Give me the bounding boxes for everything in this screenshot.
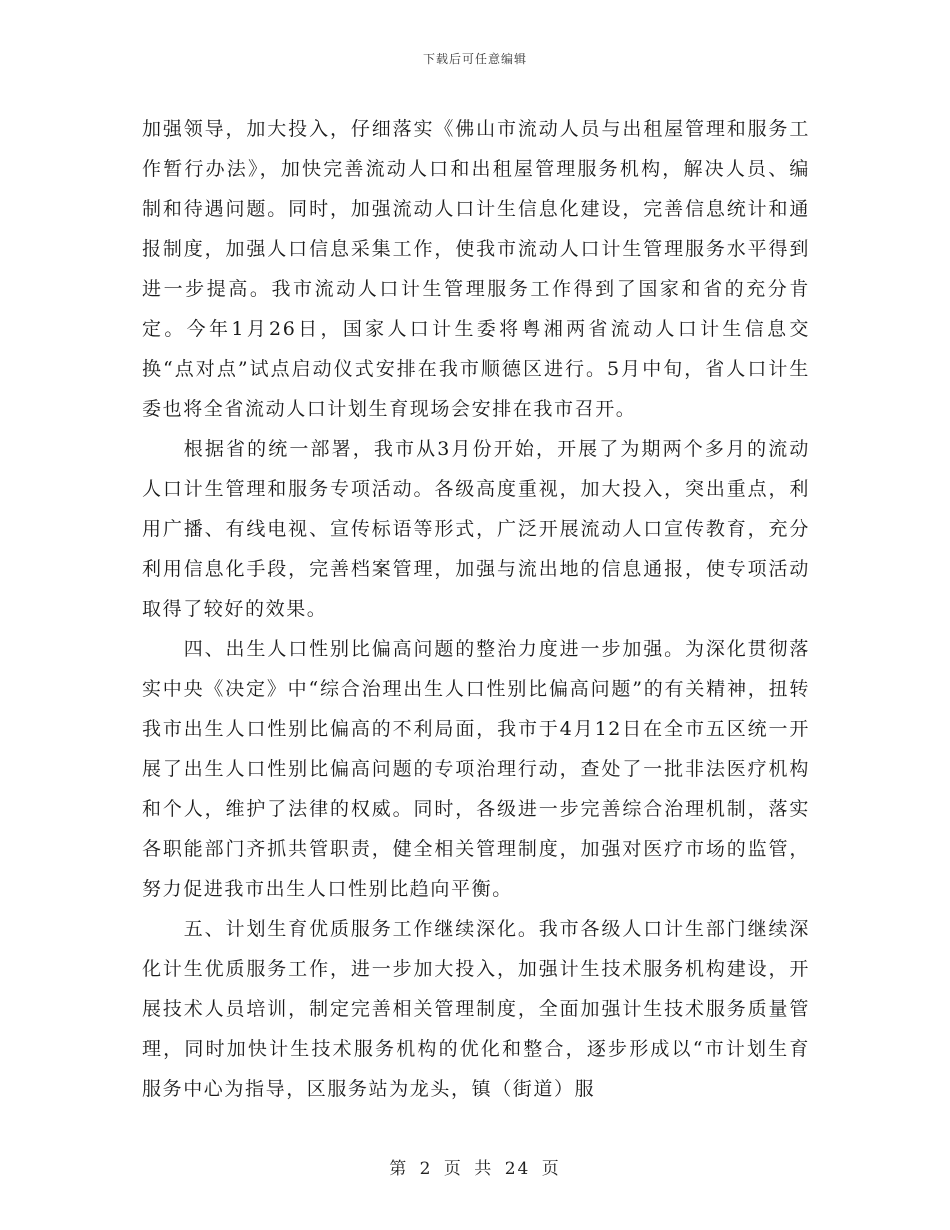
paragraph-1: 加强领导，加大投入，仔细落实《佛山市流动人员与出租屋管理和服务工作暂行办法》，加快完善流动人口和出租屋管理服务机构，解决人员、编制和待遇问题。同时，加强流动人口计生信息化建设，完善信息统计和通报制度，加强人口信息采集工作，使我市流动人口计生管理服务水平得到进一步提高。我市流动人口计生管理服务工作得到了国家和省的充分肯定。今年1月26日，国家人口计生委将粤湘两省流动人口计生信息交换“点对点”试点启动仪式安排在我市顺德区进行。5月中旬，省人口计生委也将全省流动人口计划生育现场会安排在我市召开。 — [142, 118, 810, 420]
paragraph-4: 五、计划生育优质服务工作继续深化。我市各级人口计生部门继续深化计生优质服务工作，进一步加大投入，加强计生技术服务机构建设，开展技术人员培训，制定完善相关管理制度，全面加强计生技术服务质量管理，同时加快计生技术服务机构的优化和整合，逐步形成以“市计划生育服务中心为指导，区服务站为龙头，镇（街道）服 — [142, 918, 810, 1100]
paragraph-2: 根据省的统一部署，我市从3月份开始，开展了为期两个多月的流动人口计生管理和服务专项活动。各级高度重视，加大投入，突出重点，利用广播、有线电视、宣传标语等形式，广泛开展流动人口宣传教育，充分利用信息化手段，完善档案管理，加强与流出地的信息通报，使专项活动取得了较好的效果。 — [142, 438, 810, 620]
document-body — [142, 109, 810, 1109]
page-header-note: 下载后可任意编辑 — [422, 52, 527, 66]
paragraph-3: 四、出生人口性别比偏高问题的整治力度进一步加强。为深化贯彻落实中央《决定》中“综合治理出生人口性别比偏高问题”的有关精神，扭转我市出生人口性别比偏高的不利局面，我市于4月12日在全市五区统一开展了出生人口性别比偏高问题的专项治理行动，查处了一批非法医疗机构和个人，维护了法律的权威。同时，各级进一步完善综合治理机制，落实各职能部门齐抓共管职责，健全相关管理制度，加强对医疗市场的监管，努力促进我市出生人口性别比趋向平衡。 — [142, 638, 810, 900]
page-number-footer: 第 2 页 共 24 页 — [389, 1159, 561, 1179]
